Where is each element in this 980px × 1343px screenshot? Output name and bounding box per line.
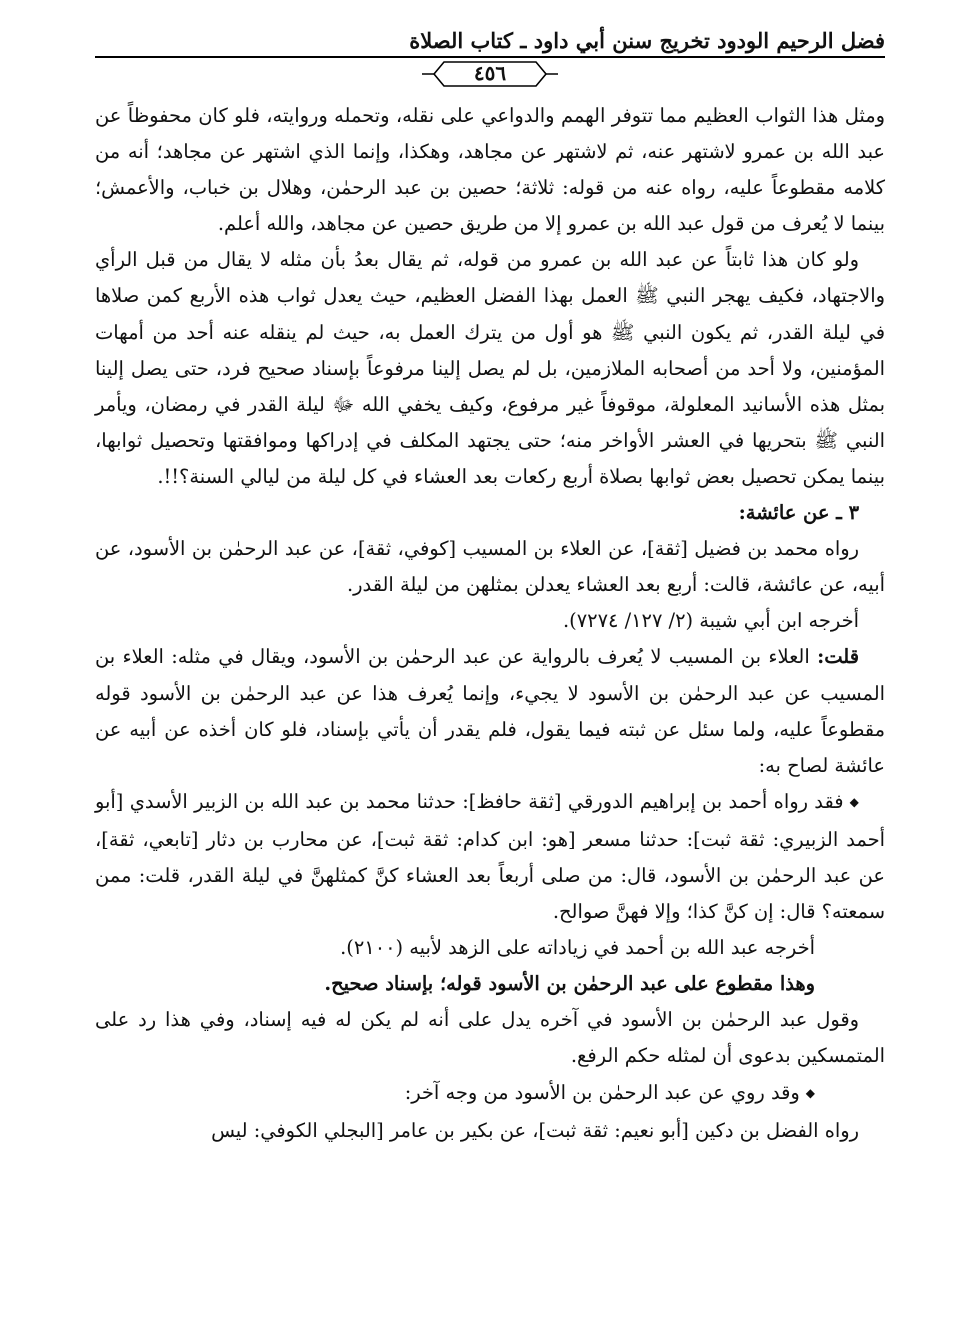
paragraph: رواه محمد بن فضيل [ثقة]، عن العلاء بن المسيب [كوفي، ثقة]، عن عبد الرحمٰن بن الأسود، عن أبيه، عن عائشة، قالت: أربع بعد العشاء يعدلن بمثلهن من ليلة القدر. — [95, 537, 885, 597]
paragraph — [95, 1075, 885, 1113]
paragraph-text: وقد روي عن عبد الرحمٰن بن الأسود من وجه آخر: — [404, 1080, 800, 1104]
citation: أخرجه عبد الله بن أحمد في زياداته على الزهد لأبيه (٢١٠٠). — [340, 936, 815, 960]
paragraph — [95, 639, 885, 783]
page-number: ٤٥٦ — [473, 61, 507, 85]
diamond-bullet-icon — [800, 1079, 815, 1102]
citation: أخرجه ابن أبي شيبة (٢/ ١٢٧/ ٧٢٧٤). — [563, 609, 859, 633]
running-header — [95, 28, 885, 54]
note-label: قلت: — [817, 645, 859, 669]
paragraph: رواه الفضل بن دكين [أبو نعيم: ثقة ثبت]، عن بكير بن عامر [البجلي الكوفي: ليس — [211, 1118, 859, 1142]
note-text: العلاء بن المسيب لا يُعرف بالرواية عن عبد الرحمٰن بن الأسود، ويقال في مثله: العلاء بن المسيب عن عبد الرحمٰن بن الأسود لا يجيء، وإنما يُعرف هذا عن عبد الرحمٰن بن الأسود قوله مقطوعاً عليه، ولما سئل عن ثبته فيما يقول، فلم يقدر أن يأتي بإسناد، فلو كان أخذه عن أبيه عن عائشة لصاح به: — [95, 645, 885, 777]
header-title: فضل الرحيم الودود تخريج سنن أبي داود ـ كتاب الصلاة — [409, 28, 885, 53]
paragraph: ومثل هذا الثواب العظيم مما تتوفر الهمم والدواعي على نقله، وتحمله وروايته، فلو كان محفوظاً عن عبد الله بن عمرو لاشتهر عنه، ثم لاشتهر عن مجاهد، وهكذا، وإنما الذي اشتهر عن مجاهد؛ أنه من كلامه مقطوعاً عليه، رواه عنه من قوله: ثلاثة؛ حصين بن عبد الرحمٰن، وهلال بن خباب، والأعمش؛ بينما لا يُعرف من قول عبد الله بن عمرو إلا من طريق حصين عن مجاهد، والله أعلم. — [95, 104, 885, 236]
diamond-bullet-icon — [844, 788, 859, 811]
page-body — [95, 98, 885, 1149]
section-heading: ٣ ـ عن عائشة: — [738, 501, 859, 525]
paragraph: ولو كان هذا ثابتاً عن عبد الله بن عمرو من قوله، ثم يقال بعدُ بأن مثله لا يقال من قبل الرأي والاجتهاد، فكيف يهجر النبي ﷺ العمل بهذا الفضل العظيم، حيث يعدل ثواب هذه الأربع كمن صلاها في ليلة القدر، ثم يكون النبي ﷺ هو أول من يترك العمل به، حيث لم ينقله عنه أحد من أمهات المؤمنين، ولا أحد من أصحابه الملازمين، بل لم يصل إلينا مرفوعاً بإسناد صحيح فرد، حتى يصل إلينا بمثل هذه الأسانيد المعلولة، موقوفاً غير مرفوع، وكيف يخفي الله ﷻ ليلة القدر في رمضان، ويأمر النبي ﷺ بتحريها في العشر الأواخر منه؛ حتى يجتهد المكلف في إدراكها وموافقتها وتحصيل ثوابها، بينما يمكن تحصيل بعض ثوابها بصلاة أربع ركعات بعد العشاء في كل ليلة من ليالي السنة؟!!. — [95, 248, 885, 488]
paragraph: وقول عبد الرحمٰن بن الأسود في آخره يدل على أنه لم يكن له فيه إسناد، وفي هذا رد على المتمسكين بدعوى أن لمثله حكم الرفع. — [95, 1008, 885, 1068]
paragraph — [95, 784, 885, 930]
paragraph-text: فقد رواه أحمد بن إبراهيم الدورقي [ثقة حافظ]: حدثنا محمد بن عبد الله بن الزبير الأسدي [أبو أحمد الزبيري: ثقة ثبت]: حدثنا مسعر [هو: ابن كدام: ثقة ثبت]، عن محارب بن دثار [تابعي، ثقة]، عن عبد الرحمٰن بن الأسود، قال: من صلى أربعاً بعد العشاء كنَّ كمثلهنَّ في ليلة القدر، قلت: ممن سمعته؟ قال: إن كنَّ كذا؛ وإلا فهنَّ صوالح. — [95, 789, 885, 924]
ruling: وهذا مقطوع على عبد الرحمٰن بن الأسود قوله؛ بإسناد صحيح. — [324, 972, 815, 996]
